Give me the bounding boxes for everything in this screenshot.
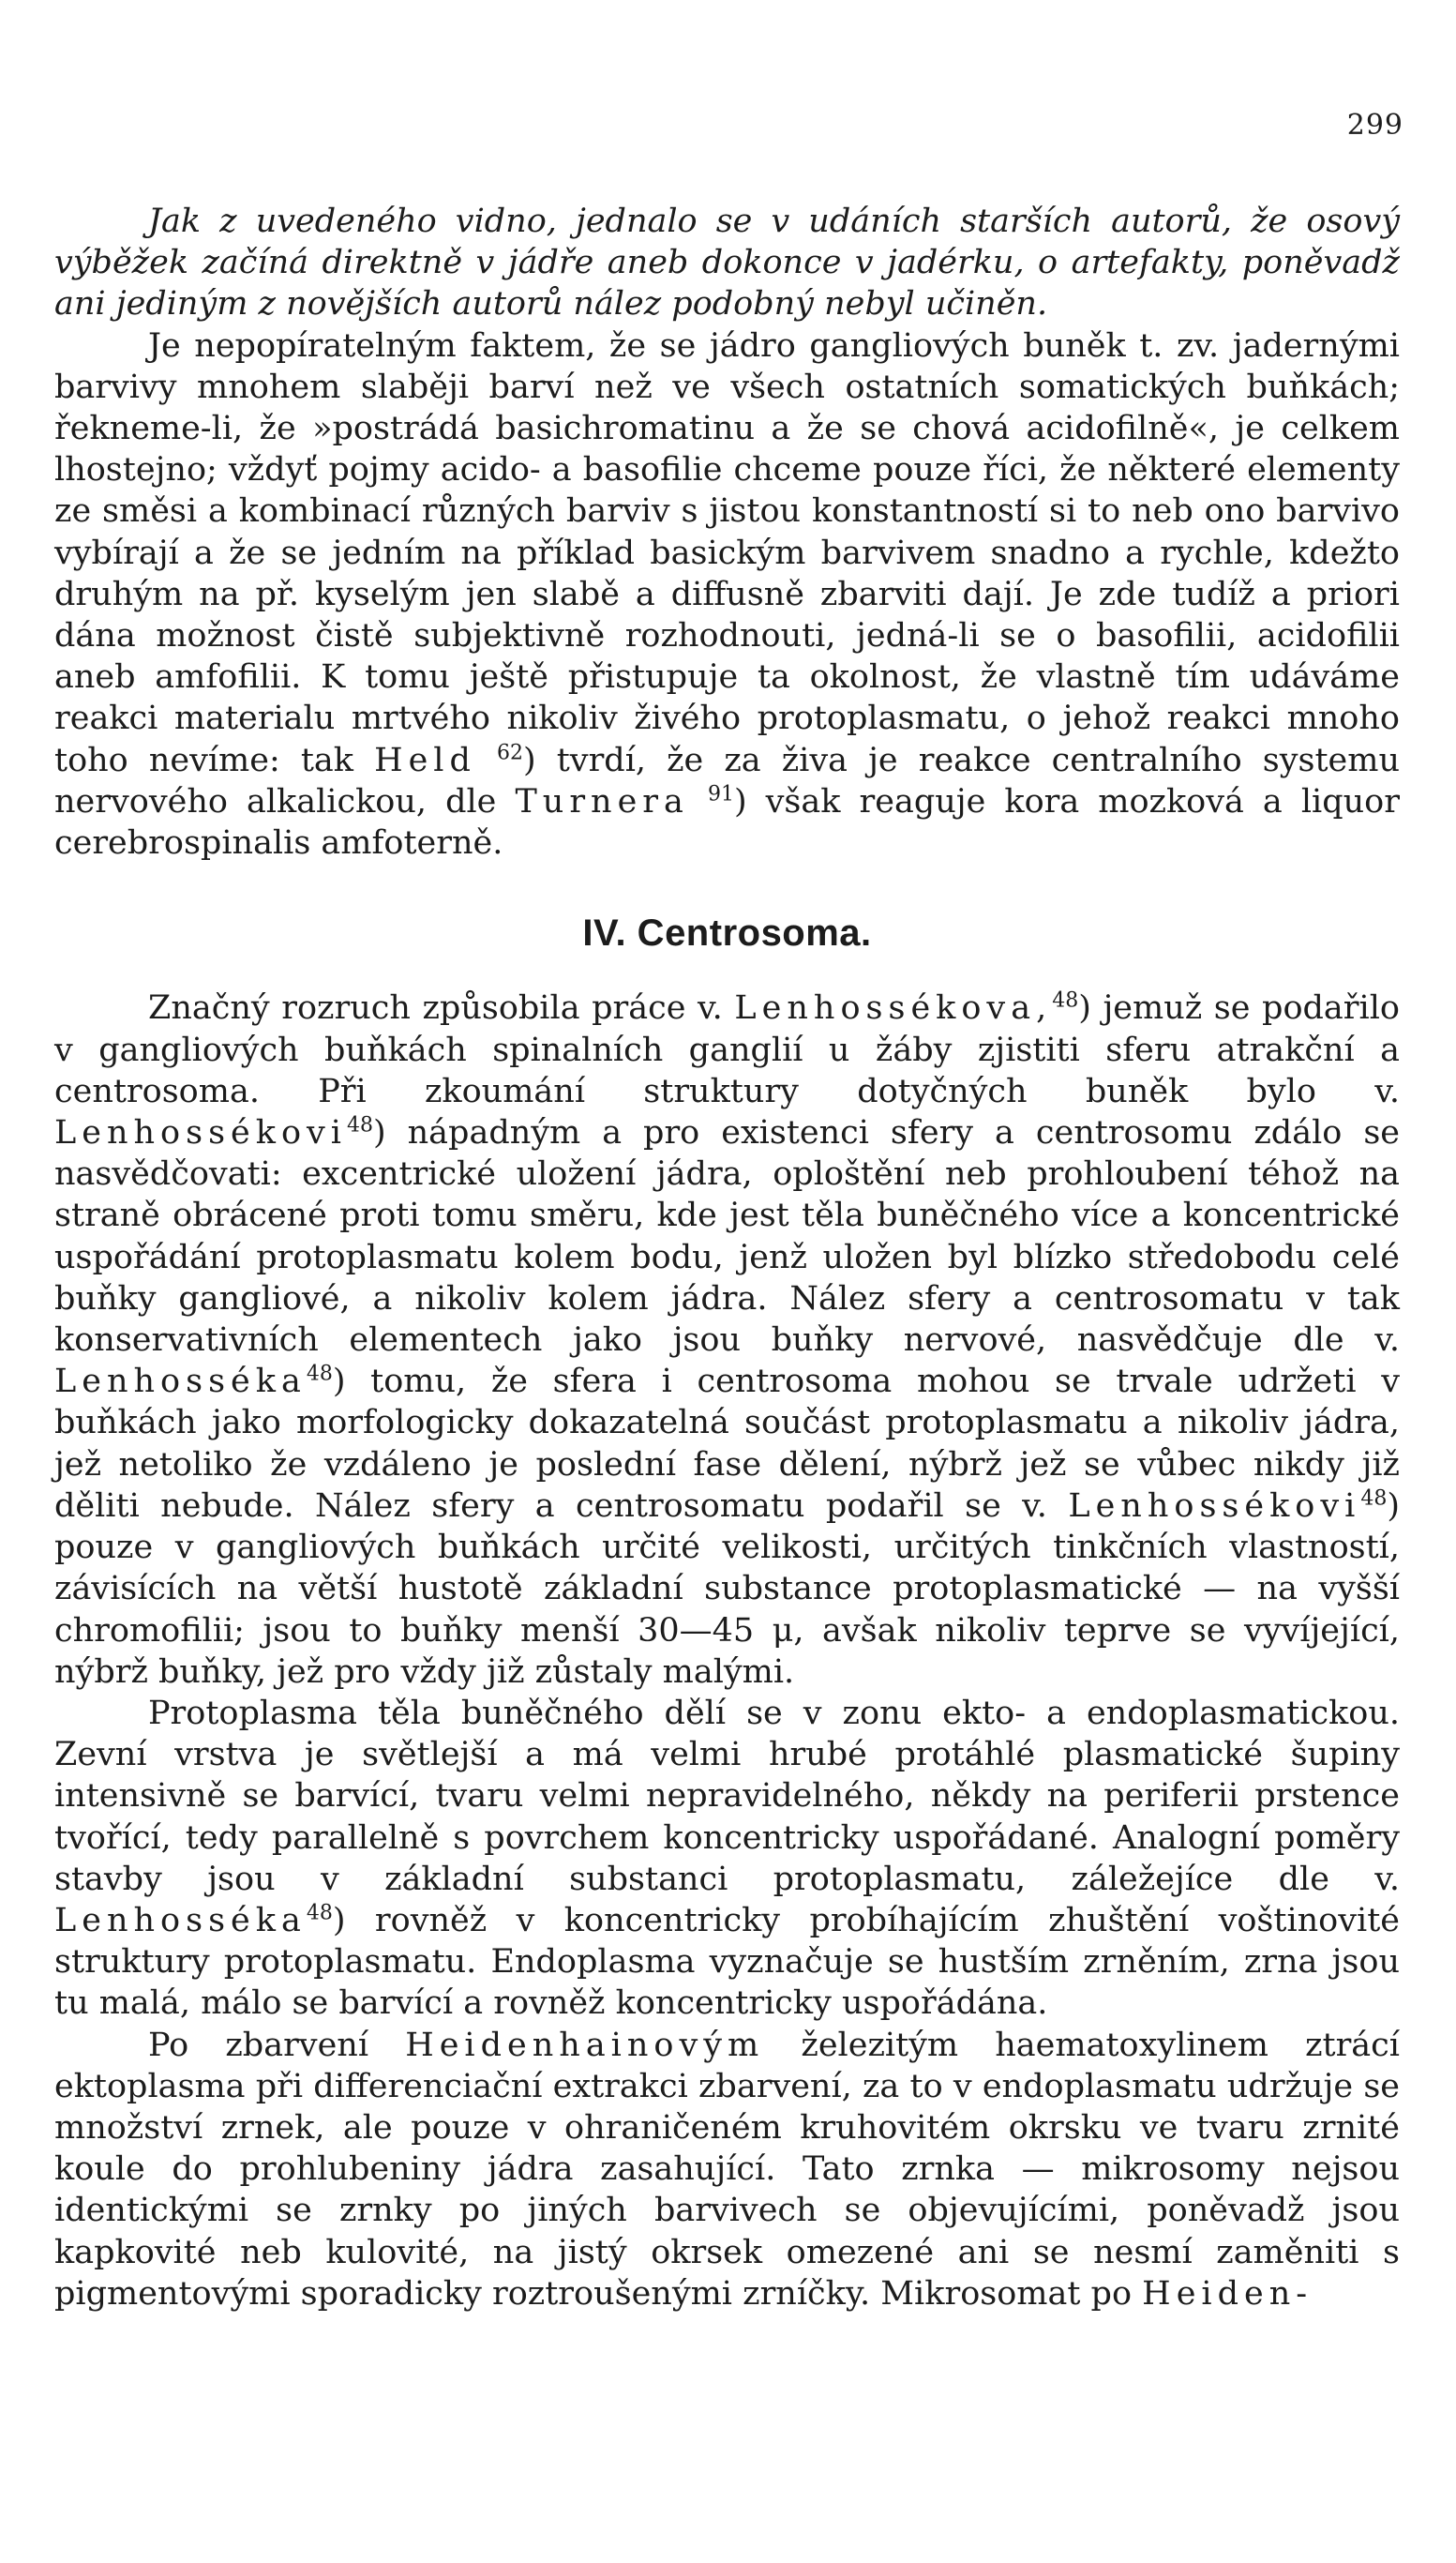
author-name: Lenhossékova, xyxy=(734,989,1053,1028)
footnote-ref: 48 xyxy=(1052,988,1079,1013)
author-name: Lenhossékovi xyxy=(54,1114,347,1153)
author-name: Lenhosséka xyxy=(54,1901,307,1939)
author-name: Turnera xyxy=(515,782,689,821)
author-name: Heidenhainovým xyxy=(405,2026,765,2064)
paragraph-protoplasma: Protoplasma těla buněčného dělí se v zonu ekto- a endoplasmatickou. Zevní vrstva je světlejší a má velmi hrubé protáhlé plasmatické šupiny intensivně se barvící, tvaru velmi nepravidelného, někdy na periferii prstence tvořící, tedy parallelně s povrchem koncentricky uspořádané. Analogní poměry stavby jsou v základní substanci protoplasmatu, záležejíce dle v. Lenhosséka$^{48}$) rovněž v koncentricky probíhajícím zhuštění voštinovité struktury protoplasmatu. Endoplasma vyznačuje se hustším zrněním, zrna jsou tu malá, málo se barvící a rovněž koncentricky uspořádána. xyxy=(54,1694,1400,2023)
author-name: Held xyxy=(374,741,476,779)
footnote-ref: 48 xyxy=(347,1113,373,1138)
author-name: Lenhosséka xyxy=(54,1363,307,1401)
footnote-ref: 91 xyxy=(707,782,734,807)
paragraph-nucleus-staining: Je nepopíratelným faktem, že se jádro gangliových buněk t. zv. jadernými barvivy mnohem slaběji barví než ve všech ostatních somatických buňkách; řekneme-li, že »postrádá basichromatinu a že se chová acidofilně«, je celkem lhostejno; vždyť pojmy acido- a basofilie chceme pouze říci, že některé elementy ze směsi a kombinací různých barviv s jistou konstantností si to neb ono barvivo vybírají a že se jedním na příklad basickým barvivem snadno a rychle, kdežto druhým na př. kyselým jen slabě a diffusně zbarviti dají. Je zde tudíž a priori dána možnost čistě subjektivně rozhodnouti, jedná-li se o basofilii, acidofilii aneb amfofilii. K tomu ještě přistupuje ta okolnost, že vlastně tím udáváme reakci materialu mrtvého nikoliv živého protoplasmatu, o jehož reakci mnoho toho nevíme: tak Held $^{62}$) tvrdí, že za živa je reakce centralního systemu nervového alkalickou, dle Turnera $^{91}$) však reaguje kora mozková a liquor cerebrospinalis amfoterně. xyxy=(54,326,1400,863)
footnote-ref: 62 xyxy=(497,740,523,764)
footnote-ref: 48 xyxy=(306,1362,333,1386)
body-text xyxy=(54,201,1400,2314)
paragraph-heidenhain: Po zbarvení Heidenhainovým železitým haematoxylinem ztrácí ektoplasma při differenciační extrakci zbarvení, za to v endoplasmatu udržuje se množství zrnek, ale pouze v ohraničeném kruhovitém okrsku ve tvaru zrnité koule do prohlubeniny jádra zasahující. Tato zrnka — mikrosomy nejsou identickými se zrnky po jiných barvivech se objevujícími, poněvadž jsou kapkovité neb kulovité, na jistý okrsek omezené ani se nesmí zaměniti s pigmentovými sporadicky roztroušenými zrníčky. Mikrosomat po Heiden- xyxy=(54,2026,1400,2313)
page-number: 299 xyxy=(1346,109,1403,142)
author-name: Heiden- xyxy=(1142,2274,1313,2313)
section-heading: IV. Centrosoma. xyxy=(582,912,872,955)
footnote-ref: 48 xyxy=(1360,1486,1388,1511)
paragraph-conclusion-text: Jak z uvedeného vidno, jednalo se v udáních starších autorů, že osový výběžek začíná direktně v jádře aneb dokonce v jadérku, o artefakty, poněvadž ani jediným z novějších autorů nález podobný nebyl učiněn. xyxy=(54,203,1400,324)
paragraph-centrosoma: Značný rozruch způsobila práce v. Lenhossékova,$^{48}$) jemuž se podařilo v gangliových buňkách spinalních ganglií u žáby zjistiti sferu atrakční a centrosoma. Při zkoumání struktury dotyčných buněk bylo v. Lenhossékovi$^{48}$) nápadným a pro existenci sfery a centrosomu zdálo se nasvědčovati: excentrické uložení jádra, oploštění neb prohloubení téhož na straně obrácené proti tomu směru, kde jest těla buněčného více a koncentrické uspořádání protoplasmatu kolem bodu, jenž uložen byl blízko středobodu celé buňky gangliové, a nikoliv kolem jádra. Nález sfery a centrosomatu v tak konservativních elementech jako jsou buňky nervové, nasvědčuje dle v. Lenhosséka$^{48}$) tomu, že sfera i centrosoma mohou se trvale udržeti v buňkách jako morfologicky dokazatelná součást protoplasmatu a nikoliv jádra, jež netoliko že vzdáleno je poslední fase dělení, nýbrž jež se vůbec nikdy již děliti nebude. Nález sfery a centrosomatu podařil se v. Lenhossékovi$^{48}$) pouze v gangliových buňkách určité velikosti, určitých tinkčních vlastností, závisících na větší hustotě základní substance protoplasmatické — na vyšší chromofilii; jsou to buňky menší 30—45 μ, avšak nikoliv teprve se vyvíjející, nýbrž buňky, jež pro vždy již zůstaly malými. xyxy=(54,988,1400,1691)
paragraph-conclusion xyxy=(54,201,1400,325)
author-name: Lenhossékovi xyxy=(1068,1486,1361,1525)
footnote-ref: 48 xyxy=(306,1901,333,1925)
